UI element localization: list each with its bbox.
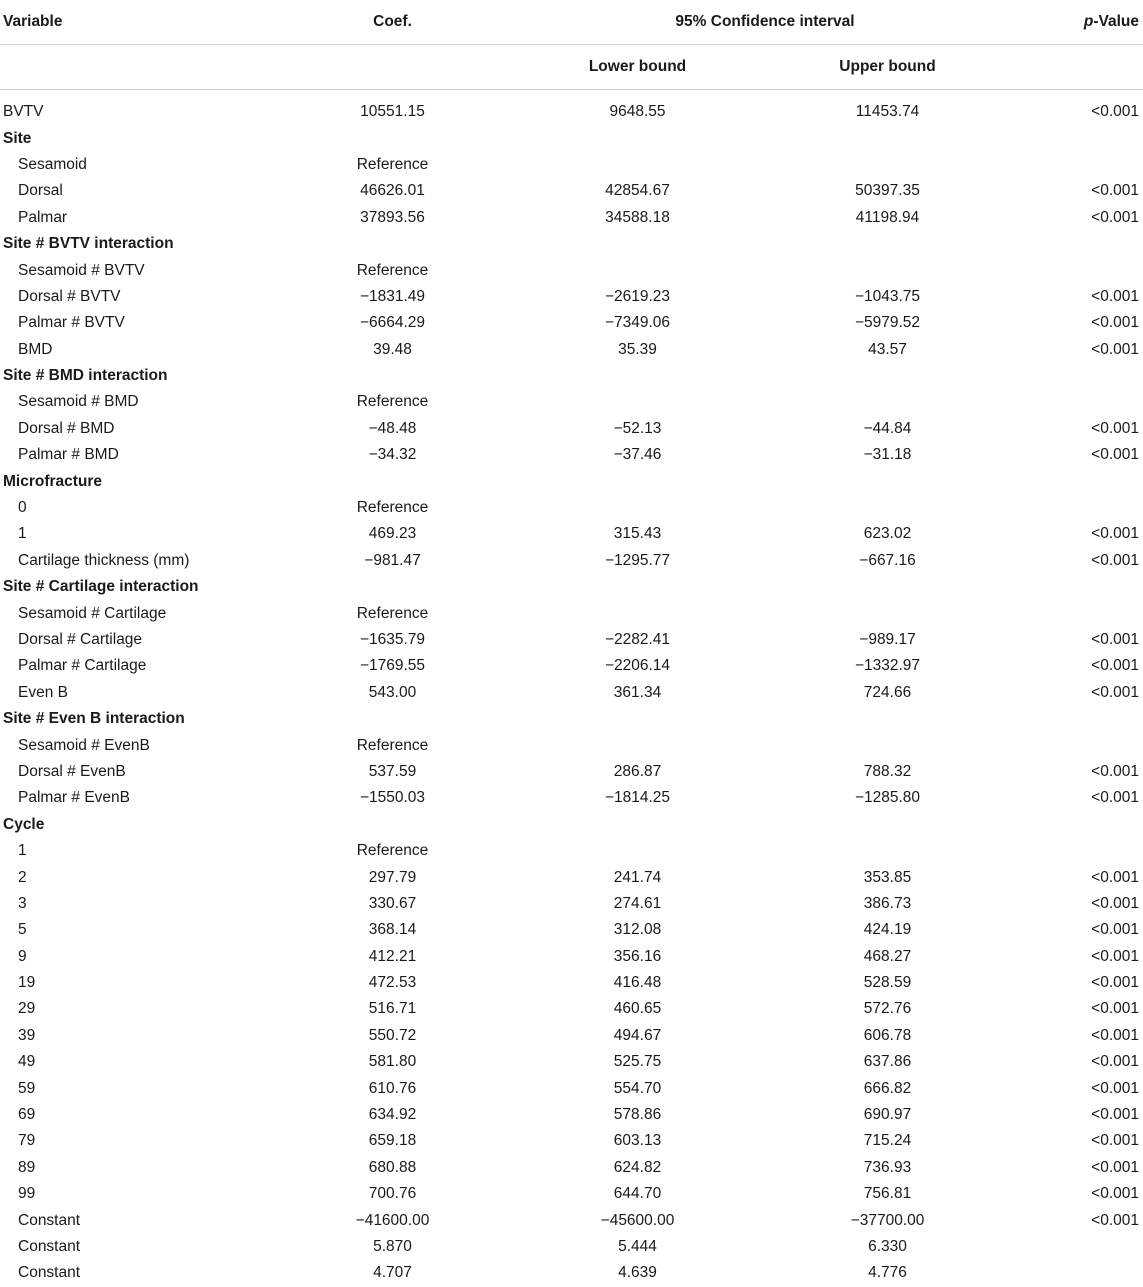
row-lower-bound: 241.74 (613, 868, 662, 886)
row-label: 2 (18, 868, 27, 886)
row-label: Sesamoid # BMD (18, 393, 139, 411)
row-label: Palmar # EvenB (18, 789, 130, 807)
row-coef: Reference (356, 155, 429, 173)
row-upper-bound (760, 706, 1015, 732)
table-body (0, 90, 1143, 1287)
table-row (0, 521, 1143, 547)
row-upper-bound: −1332.97 (854, 657, 921, 675)
row-lower-bound: −45600.00 (600, 1211, 675, 1229)
row-lower-bound: 312.08 (613, 921, 662, 939)
row-lower-bound: 4.639 (618, 1264, 657, 1282)
row-p-value (1015, 152, 1143, 178)
row-lower-bound: 286.87 (613, 762, 662, 780)
row-coef: −41600.00 (355, 1211, 430, 1229)
row-label: Site # Cartilage interaction (3, 578, 199, 596)
table-row (0, 759, 1143, 785)
row-p-value: <0.001 (1091, 1106, 1140, 1124)
table-row (0, 257, 1143, 283)
row-p-value (1015, 363, 1143, 389)
row-coef: 330.67 (368, 894, 417, 912)
row-p-value (1015, 812, 1143, 838)
table-row (0, 944, 1143, 970)
row-upper-bound: −44.84 (863, 419, 912, 437)
row-p-value: <0.001 (1091, 1185, 1140, 1203)
row-label: 89 (18, 1158, 36, 1176)
table-row (0, 548, 1143, 574)
row-lower-bound: −2282.41 (604, 631, 671, 648)
row-lower-bound: 35.39 (618, 340, 657, 358)
row-upper-bound: 424.19 (863, 921, 912, 939)
row-upper-bound: −31.18 (863, 446, 912, 464)
table-row (0, 442, 1143, 468)
row-coef: 10551.15 (360, 103, 425, 121)
section-header-row (0, 231, 1143, 257)
table-row (0, 1260, 1143, 1286)
row-upper-bound: −1043.75 (854, 287, 921, 305)
row-lower-bound: 356.16 (613, 947, 662, 965)
row-label: 29 (18, 1000, 36, 1018)
header-empty-coef (270, 45, 515, 90)
row-p-value (1015, 838, 1143, 864)
row-upper-bound: 11453.74 (855, 103, 920, 121)
row-coef (270, 468, 515, 494)
row-label: Palmar # BVTV (18, 314, 125, 332)
row-lower-bound: −7349.06 (604, 314, 671, 332)
row-label: Dorsal # Cartilage (18, 631, 143, 648)
row-lower-bound: 315.43 (613, 525, 662, 543)
row-p-value: <0.001 (1091, 947, 1140, 965)
row-upper-bound: −5979.52 (854, 314, 921, 332)
row-lower-bound: 42854.67 (605, 182, 670, 200)
row-coef (270, 363, 515, 389)
row-lower-bound (515, 495, 760, 521)
table-row (0, 284, 1143, 310)
row-label: Sesamoid # EvenB (18, 736, 150, 754)
row-upper-bound: −667.16 (859, 551, 916, 569)
row-p-value: <0.001 (1091, 631, 1140, 648)
row-coef: 46626.01 (360, 182, 425, 200)
row-label: Microfracture (3, 472, 103, 490)
row-label: Dorsal # BVTV (18, 287, 121, 305)
row-coef: 469.23 (368, 525, 417, 543)
table-row (0, 1155, 1143, 1181)
header-empty-variable (0, 45, 270, 90)
row-upper-bound: 353.85 (863, 868, 912, 886)
row-label: Site # BVTV interaction (3, 235, 174, 253)
row-lower-bound (515, 231, 760, 257)
row-label: 79 (18, 1132, 36, 1150)
header-variable: Variable (0, 0, 270, 45)
row-lower-bound (515, 152, 760, 178)
row-coef: Reference (356, 736, 429, 754)
row-label: Cycle (3, 815, 45, 833)
row-coef: Reference (356, 499, 429, 517)
row-upper-bound: 788.32 (863, 762, 912, 780)
row-p-value (1015, 495, 1143, 521)
row-p-value (1015, 125, 1143, 151)
row-lower-bound: −2206.14 (604, 657, 671, 675)
row-coef: 4.707 (373, 1264, 412, 1282)
row-label: 9 (18, 947, 27, 965)
header-p-italic: p (1083, 13, 1094, 30)
row-coef: 472.53 (368, 974, 417, 992)
row-lower-bound: 460.65 (613, 1000, 662, 1018)
row-lower-bound (515, 706, 760, 732)
row-upper-bound (760, 125, 1015, 151)
row-label: Palmar (18, 208, 68, 226)
row-p-value: <0.001 (1091, 789, 1140, 807)
row-lower-bound (515, 389, 760, 415)
row-upper-bound: 724.66 (863, 683, 912, 701)
row-upper-bound: 756.81 (863, 1185, 912, 1203)
row-p-value (1015, 257, 1143, 283)
row-label: 1 (18, 842, 27, 860)
row-p-value (1015, 706, 1143, 732)
row-coef: 537.59 (368, 762, 417, 780)
row-coef: 680.88 (368, 1158, 417, 1176)
row-upper-bound: −989.17 (859, 631, 916, 648)
header-confidence-interval: 95% Confidence interval (515, 0, 1015, 45)
row-coef (270, 125, 515, 151)
row-upper-bound (760, 231, 1015, 257)
table-row (0, 838, 1143, 864)
row-p-value: <0.001 (1091, 314, 1140, 332)
row-coef: Reference (356, 393, 429, 411)
row-coef: −6664.29 (359, 314, 426, 332)
row-upper-bound (760, 574, 1015, 600)
row-p-value: <0.001 (1091, 1053, 1140, 1071)
table-row (0, 917, 1143, 943)
table-row (0, 495, 1143, 521)
row-lower-bound (515, 257, 760, 283)
row-coef: −1635.79 (359, 631, 426, 648)
table-row (0, 310, 1143, 336)
row-upper-bound: 41198.94 (855, 208, 920, 226)
row-upper-bound (760, 363, 1015, 389)
table-row (0, 178, 1143, 204)
row-coef: 543.00 (368, 683, 417, 701)
row-label: 99 (18, 1185, 36, 1203)
row-upper-bound (760, 495, 1015, 521)
row-p-value: <0.001 (1091, 1211, 1140, 1229)
table-row (0, 1207, 1143, 1233)
row-coef: 297.79 (368, 868, 417, 886)
row-p-value: <0.001 (1091, 974, 1140, 992)
section-header-row (0, 706, 1143, 732)
table-row (0, 389, 1143, 415)
row-lower-bound: 9648.55 (609, 103, 666, 121)
row-p-value (1015, 389, 1143, 415)
row-coef: 516.71 (368, 1000, 417, 1018)
table-row (0, 1023, 1143, 1049)
table-row (0, 627, 1143, 653)
row-upper-bound (760, 257, 1015, 283)
table-row (0, 416, 1143, 442)
row-label: 0 (18, 499, 27, 517)
row-p-value: <0.001 (1091, 287, 1140, 305)
row-label: Sesamoid # BVTV (18, 261, 145, 279)
row-lower-bound (515, 812, 760, 838)
row-p-value: <0.001 (1091, 182, 1140, 200)
table-row (0, 970, 1143, 996)
row-p-value: <0.001 (1091, 419, 1140, 437)
row-p-value: <0.001 (1091, 340, 1140, 358)
row-p-value (1015, 231, 1143, 257)
row-upper-bound: 666.82 (863, 1079, 912, 1097)
table-row (0, 600, 1143, 626)
row-label: 5 (18, 921, 27, 939)
section-header-row (0, 125, 1143, 151)
row-coef (270, 812, 515, 838)
row-p-value: <0.001 (1091, 894, 1140, 912)
row-coef (270, 706, 515, 732)
row-upper-bound: 637.86 (863, 1053, 912, 1071)
row-coef: −48.48 (368, 419, 417, 437)
row-lower-bound: 416.48 (613, 974, 662, 992)
row-upper-bound: −37700.00 (850, 1211, 925, 1229)
row-coef: Reference (356, 261, 429, 279)
row-lower-bound (515, 838, 760, 864)
section-header-row (0, 574, 1143, 600)
row-label: Dorsal # BMD (18, 419, 115, 437)
row-label: Site # BMD interaction (3, 367, 168, 385)
table-row (0, 996, 1143, 1022)
row-upper-bound: 736.93 (863, 1158, 912, 1176)
row-upper-bound: 468.27 (863, 947, 912, 965)
row-upper-bound: 528.59 (863, 974, 912, 992)
row-coef: −1550.03 (359, 789, 426, 807)
row-p-value: <0.001 (1091, 1132, 1140, 1150)
row-label: Site # Even B interaction (3, 710, 185, 728)
row-label: 3 (18, 894, 27, 912)
header-upper-bound: Upper bound (760, 45, 1015, 90)
row-label: BVTV (3, 103, 44, 121)
row-lower-bound: 554.70 (613, 1079, 662, 1097)
row-lower-bound (515, 125, 760, 151)
row-coef: 368.14 (368, 921, 417, 939)
row-coef: Reference (356, 842, 429, 860)
row-upper-bound (760, 838, 1015, 864)
table-row (0, 1049, 1143, 1075)
row-upper-bound (760, 600, 1015, 626)
row-lower-bound (515, 600, 760, 626)
row-coef (270, 231, 515, 257)
row-label: 39 (18, 1026, 36, 1044)
row-coef: 37893.56 (360, 208, 425, 226)
table-row (0, 864, 1143, 890)
row-p-value: <0.001 (1091, 683, 1140, 701)
table-row (0, 785, 1143, 811)
table-row (0, 1234, 1143, 1260)
row-label: Palmar # Cartilage (18, 657, 147, 675)
table-row (0, 99, 1143, 125)
row-p-value: <0.001 (1091, 762, 1140, 780)
row-coef: 659.18 (368, 1132, 417, 1150)
table-row (0, 732, 1143, 758)
row-p-value: <0.001 (1091, 208, 1140, 226)
row-p-value (1015, 1234, 1143, 1260)
row-lower-bound: −52.13 (613, 419, 662, 437)
row-upper-bound: 4.776 (868, 1264, 907, 1282)
row-upper-bound: 623.02 (863, 525, 912, 543)
header-p-value (1015, 0, 1143, 45)
row-lower-bound: −1295.77 (604, 551, 671, 569)
row-lower-bound: −1814.25 (604, 789, 671, 807)
row-upper-bound: 690.97 (863, 1106, 912, 1124)
row-p-value: <0.001 (1091, 868, 1140, 886)
row-coef: 634.92 (368, 1106, 417, 1124)
row-p-value (1015, 600, 1143, 626)
row-lower-bound: 624.82 (613, 1158, 662, 1176)
header-p-rest: -Value (1093, 13, 1140, 30)
row-upper-bound: −1285.80 (854, 789, 921, 807)
header-empty-p (1015, 45, 1143, 90)
row-upper-bound (760, 812, 1015, 838)
row-label: BMD (18, 340, 53, 358)
row-coef: 5.870 (373, 1237, 412, 1255)
row-p-value: <0.001 (1091, 525, 1140, 543)
row-upper-bound (760, 152, 1015, 178)
row-lower-bound: 5.444 (618, 1237, 657, 1255)
row-label: Sesamoid (18, 155, 87, 173)
row-upper-bound: 606.78 (863, 1026, 912, 1044)
row-upper-bound: 43.57 (868, 340, 907, 358)
row-label: 1 (18, 525, 27, 543)
row-p-value: <0.001 (1091, 551, 1140, 569)
row-lower-bound (515, 363, 760, 389)
row-label: Sesamoid # Cartilage (18, 604, 167, 622)
row-lower-bound: 34588.18 (605, 208, 670, 226)
table-row (0, 205, 1143, 231)
row-p-value (1015, 468, 1143, 494)
header-row-main (0, 0, 1143, 45)
row-label: Dorsal (18, 182, 63, 200)
row-upper-bound (760, 732, 1015, 758)
row-p-value (1015, 1260, 1143, 1286)
row-coef: 39.48 (373, 340, 412, 358)
row-p-value: <0.001 (1091, 1000, 1140, 1018)
row-upper-bound: 6.330 (868, 1237, 907, 1255)
row-p-value: <0.001 (1091, 1158, 1140, 1176)
row-p-value (1015, 574, 1143, 600)
table-row (0, 152, 1143, 178)
table-row (0, 1102, 1143, 1128)
row-coef: −1831.49 (359, 287, 426, 305)
table-row (0, 337, 1143, 363)
row-coef: −981.47 (364, 551, 421, 569)
row-coef: −1769.55 (359, 657, 426, 675)
row-upper-bound: 572.76 (863, 1000, 912, 1018)
section-header-row (0, 363, 1143, 389)
row-lower-bound (515, 732, 760, 758)
row-label: Palmar # BMD (18, 446, 119, 464)
row-lower-bound: 494.67 (613, 1026, 662, 1044)
row-label: 49 (18, 1053, 36, 1071)
table-header (0, 0, 1143, 90)
row-coef: 550.72 (368, 1026, 417, 1044)
header-coef: Coef. (270, 0, 515, 45)
table-row (0, 1181, 1143, 1207)
header-lower-bound: Lower bound (515, 45, 760, 90)
row-p-value: <0.001 (1091, 657, 1140, 675)
row-p-value (1015, 732, 1143, 758)
table-row (0, 891, 1143, 917)
row-label: Dorsal # EvenB (18, 762, 126, 780)
table-row (0, 1075, 1143, 1101)
row-upper-bound: 386.73 (863, 894, 912, 912)
row-label: 69 (18, 1106, 36, 1124)
row-lower-bound (515, 574, 760, 600)
header-row-sub (0, 45, 1143, 90)
row-lower-bound (515, 468, 760, 494)
section-header-row (0, 812, 1143, 838)
row-label: Constant (18, 1211, 81, 1229)
row-lower-bound: −37.46 (613, 446, 662, 464)
row-lower-bound: 525.75 (613, 1053, 662, 1071)
row-label: Constant (18, 1264, 81, 1282)
row-coef (270, 574, 515, 600)
row-lower-bound: 361.34 (613, 683, 662, 701)
row-upper-bound: 50397.35 (855, 182, 920, 200)
row-p-value: <0.001 (1091, 921, 1140, 939)
row-coef: 610.76 (368, 1079, 417, 1097)
row-upper-bound (760, 389, 1015, 415)
row-label: 19 (18, 974, 36, 992)
row-p-value: <0.001 (1091, 1026, 1140, 1044)
row-p-value: <0.001 (1091, 446, 1140, 464)
row-lower-bound: 578.86 (613, 1106, 662, 1124)
row-label: Even B (18, 683, 68, 701)
row-coef: 700.76 (368, 1185, 417, 1203)
row-coef: −34.32 (368, 446, 417, 464)
row-lower-bound: 274.61 (613, 894, 662, 912)
section-header-row (0, 468, 1143, 494)
row-lower-bound: 603.13 (613, 1132, 662, 1150)
row-p-value: <0.001 (1091, 1079, 1140, 1097)
row-label: 59 (18, 1079, 36, 1097)
row-label: Cartilage thickness (mm) (18, 551, 190, 569)
row-label: Constant (18, 1237, 81, 1255)
table-row (0, 680, 1143, 706)
row-p-value: <0.001 (1091, 103, 1140, 121)
row-lower-bound: 644.70 (613, 1185, 662, 1203)
table-row (0, 1128, 1143, 1154)
row-upper-bound: 715.24 (863, 1132, 912, 1150)
table-row (0, 653, 1143, 679)
row-coef: 581.80 (368, 1053, 417, 1071)
row-coef: 412.21 (368, 947, 417, 965)
row-label: Site (3, 129, 32, 147)
row-lower-bound: −2619.23 (604, 287, 671, 305)
body-spacer (0, 90, 1143, 100)
row-coef: Reference (356, 604, 429, 622)
row-upper-bound (760, 468, 1015, 494)
